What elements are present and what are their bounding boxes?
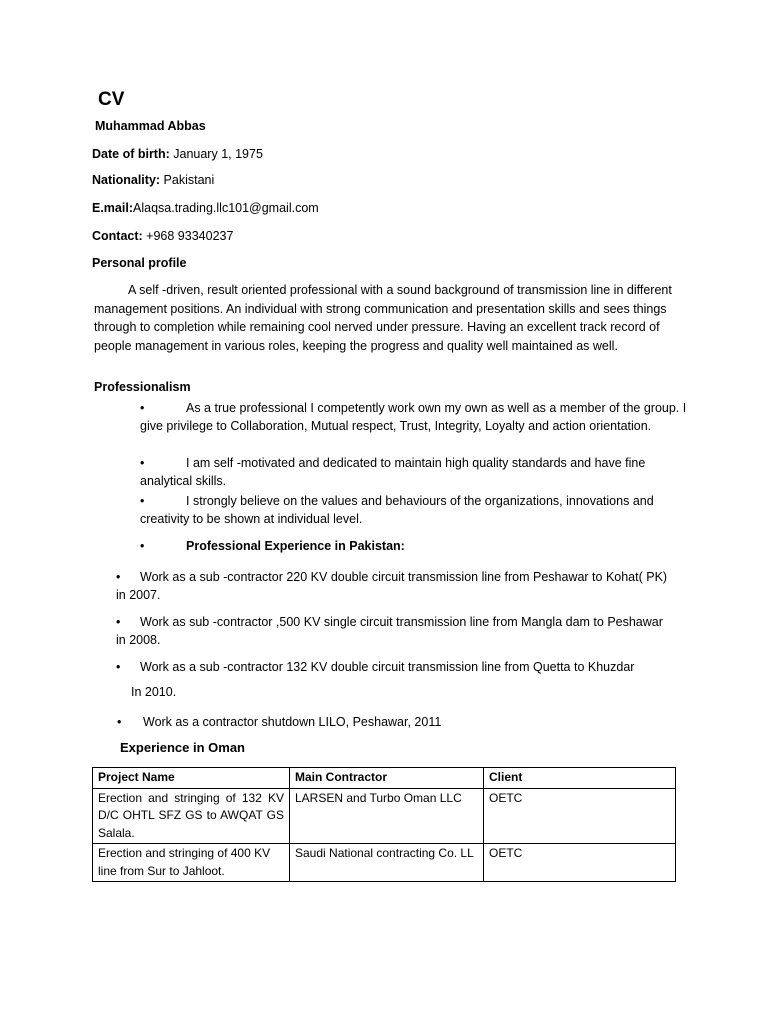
bullet-mark: • [116, 615, 121, 629]
list-item [140, 455, 700, 490]
nationality-value: Pakistani [160, 173, 215, 187]
list-item [117, 713, 677, 731]
profile-text: A self -driven, result oriented professional with a sound background of transmission line in different management positions. An individual with strong communication and presentation skills and sees things through to completion while remaining cool nerved under pressure. Having an excellent track record of people management in various roles, keeping the progress and quality well maintained as well. [94, 283, 672, 353]
list-item-text: Work as a contractor shutdown LILO, Peshawar, 2011 [143, 715, 442, 729]
list-item [116, 568, 676, 604]
table-cell: LARSEN and Turbo Oman LLC [290, 788, 484, 844]
list-item [116, 613, 676, 649]
table-cell: Erection and stringing of 400 KV line from Sur to Jahloot. [93, 844, 290, 882]
list-item [116, 658, 676, 676]
table-cell: Erection and stringing of 132 KV D/C OHTL SFZ GS to AWQAT GS Salala. [93, 788, 290, 844]
list-item-text: I strongly believe on the values and behaviours of the organizations, innovations and creativity to be shown at individual level. [140, 494, 654, 526]
contact-label: Contact: [92, 229, 143, 243]
bullet-mark: • [140, 539, 145, 553]
list-item-text: I am self -motivated and dedicated to maintain high quality standards and have fine analytical skills. [140, 456, 646, 488]
table-header-row [93, 768, 676, 789]
list-item [140, 400, 700, 435]
bullet-mark: • [116, 570, 121, 584]
table-row [93, 788, 676, 844]
candidate-name: Muhammad Abbas [95, 119, 206, 133]
professionalism-heading: Professionalism [94, 380, 191, 394]
doc-title: CV [98, 89, 125, 110]
bullet-mark: • [140, 401, 145, 415]
list-item-continuation: In 2010. [131, 685, 177, 699]
table-row [93, 844, 676, 882]
list-item-text: Work as a sub -contractor 132 KV double circuit transmission line from Quetta to Khuzdar [140, 660, 635, 674]
list-item [140, 493, 700, 528]
bullet-mark: • [140, 456, 145, 470]
email-value: Alaqsa.trading.llc101@gmail.com [133, 201, 319, 215]
pk-experience-heading: Professional Experience in Pakistan: [186, 539, 405, 553]
contact-line [92, 229, 233, 243]
email-line [92, 201, 319, 215]
oman-heading: Experience in Oman [120, 740, 245, 755]
email-label: E.mail: [92, 201, 133, 215]
list-item-text: Work as a sub -contractor 220 KV double circuit transmission line from Peshawar to Kohat( PK) in 2007. [116, 570, 668, 602]
table-cell: Saudi National contracting Co. LL [290, 844, 484, 882]
header-contractor: Main Contractor [290, 768, 484, 789]
dob-label: Date of birth: [92, 147, 170, 161]
dob-value: January 1, 1975 [169, 147, 263, 161]
list-item-text: As a true professional I competently work own my own as well as a member of the group. I give privilege to Collaboration, Mutual respect, Trust, Integrity, Loyalty and action orientation. [140, 401, 687, 433]
list-item [140, 538, 700, 556]
nationality-label: Nationality: [92, 173, 161, 187]
list-item-text: Work as sub -contractor ,500 KV single circuit transmission line from Mangla dam to Peshawar in 2008. [116, 615, 663, 647]
dob-line [92, 147, 263, 161]
nationality-line [92, 173, 214, 187]
bullet-mark: • [117, 715, 122, 729]
header-project: Project Name [93, 768, 290, 789]
oman-experience-table [92, 767, 676, 882]
header-client: Client [484, 768, 676, 789]
table-cell: OETC [484, 844, 676, 882]
bullet-mark: • [140, 494, 145, 508]
table-cell: OETC [484, 788, 676, 844]
profile-heading: Personal profile [92, 256, 187, 270]
contact-value: +968 93340237 [142, 229, 234, 243]
bullet-mark: • [116, 660, 121, 674]
